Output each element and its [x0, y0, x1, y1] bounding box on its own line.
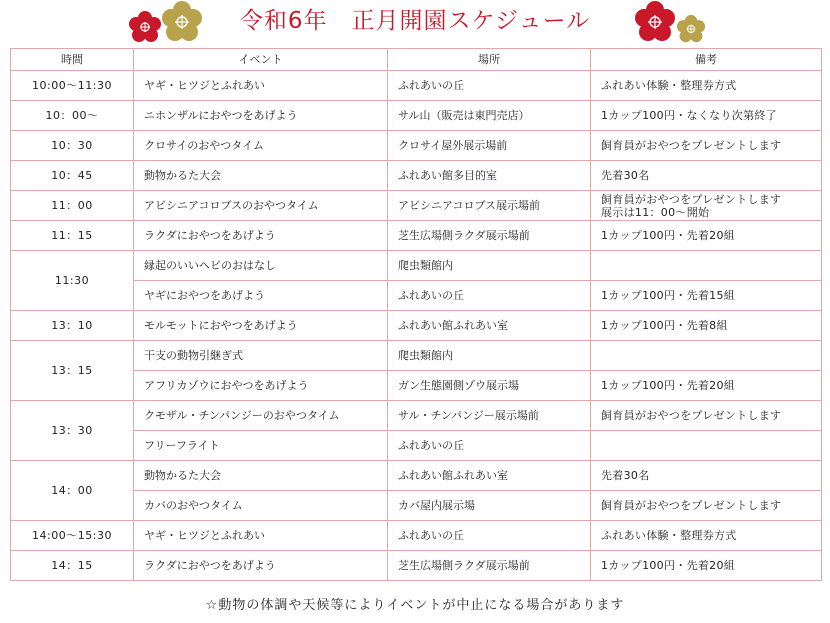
- table-row: [11, 251, 822, 281]
- event-cell: 動物かるた大会: [134, 161, 388, 191]
- column-header-time: 時間: [11, 49, 134, 71]
- note-cell: ふれあい体験・整理券方式: [591, 71, 822, 101]
- table-row: [11, 311, 822, 341]
- time-cell: 10：00～: [11, 101, 134, 131]
- place-cell: サル・チンパンジー展示場前: [388, 401, 591, 431]
- table-row: [11, 71, 822, 101]
- note-cell: 先着30名: [591, 161, 822, 191]
- note-cell: [591, 431, 822, 461]
- footer-note: ☆動物の体調や天候等によりイベントが中止になる場合があります: [205, 598, 625, 613]
- schedule-table: [10, 48, 822, 581]
- note-cell: 1カップ100円・なくなり次第終了: [591, 101, 822, 131]
- event-cell: クロサイのおやつタイム: [134, 131, 388, 161]
- event-cell: 干支の動物引継ぎ式: [134, 341, 388, 371]
- time-cell: 11:30: [11, 251, 134, 311]
- note-cell: 1カップ100円・先着20組: [591, 371, 822, 401]
- table-row: [11, 341, 822, 371]
- note-cell: ふれあい体験・整理券方式: [591, 521, 822, 551]
- place-cell: ふれあい館多目的室: [388, 161, 591, 191]
- note-cell: 飼育員がおやつをプレゼントします: [591, 491, 822, 521]
- place-cell: 芝生広場側ラクダ展示場前: [388, 551, 591, 581]
- time-cell: 10：45: [11, 161, 134, 191]
- table-row: [11, 521, 822, 551]
- table-row: [11, 461, 822, 491]
- place-cell: カバ屋内展示場: [388, 491, 591, 521]
- time-cell: 10:00～11:30: [11, 71, 134, 101]
- note-cell: 飼育員がおやつをプレゼントします: [591, 401, 822, 431]
- event-cell: フリーフライト: [134, 431, 388, 461]
- table-header-row: [11, 49, 822, 71]
- page-title: 令和6年 正月開園スケジュール: [239, 8, 591, 34]
- time-cell: 11：00: [11, 191, 134, 221]
- time-cell: 14：15: [11, 551, 134, 581]
- event-cell: モルモットにおやつをあげよう: [134, 311, 388, 341]
- note-cell: 先着30名: [591, 461, 822, 491]
- time-cell: 14:00～15:30: [11, 521, 134, 551]
- time-cell: 13：15: [11, 341, 134, 401]
- note-line: 飼育員がおやつをプレゼントします: [601, 192, 782, 206]
- place-cell: ふれあいの丘: [388, 71, 591, 101]
- time-cell: 10：30: [11, 131, 134, 161]
- note-cell: 1カップ100円・先着8組: [591, 311, 822, 341]
- note-cell: [591, 191, 822, 221]
- note-cell: 飼育員がおやつをプレゼントします: [591, 131, 822, 161]
- table-row: [11, 101, 822, 131]
- event-cell: カバのおやつタイム: [134, 491, 388, 521]
- table-row: [11, 401, 822, 431]
- event-cell: 動物かるた大会: [134, 461, 388, 491]
- place-cell: サル山（販売は東門売店）: [388, 101, 591, 131]
- column-header-note: 備考: [591, 49, 822, 71]
- table-row: [11, 161, 822, 191]
- table-row: [11, 221, 822, 251]
- header: [0, 0, 830, 44]
- column-header-place: 場所: [388, 49, 591, 71]
- place-cell: クロサイ屋外展示場前: [388, 131, 591, 161]
- event-cell: ニホンザルにおやつをあげよう: [134, 101, 388, 131]
- event-cell: ラクダにおやつをあげよう: [134, 221, 388, 251]
- event-cell: ヤギ・ヒツジとふれあい: [134, 521, 388, 551]
- place-cell: 爬虫類館内: [388, 251, 591, 281]
- place-cell: ふれあい館ふれあい室: [388, 461, 591, 491]
- note-cell: [591, 341, 822, 371]
- place-cell: ふれあいの丘: [388, 521, 591, 551]
- event-cell: アビシニアコロブスのおやつタイム: [134, 191, 388, 221]
- place-cell: 爬虫類館内: [388, 341, 591, 371]
- table-row: [11, 131, 822, 161]
- time-cell: 13：30: [11, 401, 134, 461]
- place-cell: ふれあいの丘: [388, 281, 591, 311]
- event-cell: ヤギにおやつをあげよう: [134, 281, 388, 311]
- note-line: 展示は11：00～開始: [601, 205, 710, 219]
- event-cell: 縁起のいいヘビのおはなし: [134, 251, 388, 281]
- place-cell: ふれあいの丘: [388, 431, 591, 461]
- plum-blossom-red-icon: [633, 0, 677, 44]
- note-cell: 1カップ100円・先着15組: [591, 281, 822, 311]
- table-row: [11, 191, 822, 221]
- note-cell: 1カップ100円・先着20組: [591, 221, 822, 251]
- time-cell: 13：10: [11, 311, 134, 341]
- note-cell: [591, 251, 822, 281]
- place-cell: ふれあい館ふれあい室: [388, 311, 591, 341]
- event-cell: ラクダにおやつをあげよう: [134, 551, 388, 581]
- event-cell: アフリカゾウにおやつをあげよう: [134, 371, 388, 401]
- plum-blossom-gold-icon: [676, 14, 706, 44]
- place-cell: アビシニアコロブス展示場前: [388, 191, 591, 221]
- time-cell: 14：00: [11, 461, 134, 521]
- note-cell: 1カップ100円・先着20組: [591, 551, 822, 581]
- event-cell: クモザル・チンパンジーのおやつタイム: [134, 401, 388, 431]
- event-cell: ヤギ・ヒツジとふれあい: [134, 71, 388, 101]
- time-cell: 11：15: [11, 221, 134, 251]
- table-row: [11, 551, 822, 581]
- place-cell: 芝生広場側ラクダ展示場前: [388, 221, 591, 251]
- column-header-event: イベント: [134, 49, 388, 71]
- place-cell: ガン生態園側ゾウ展示場: [388, 371, 591, 401]
